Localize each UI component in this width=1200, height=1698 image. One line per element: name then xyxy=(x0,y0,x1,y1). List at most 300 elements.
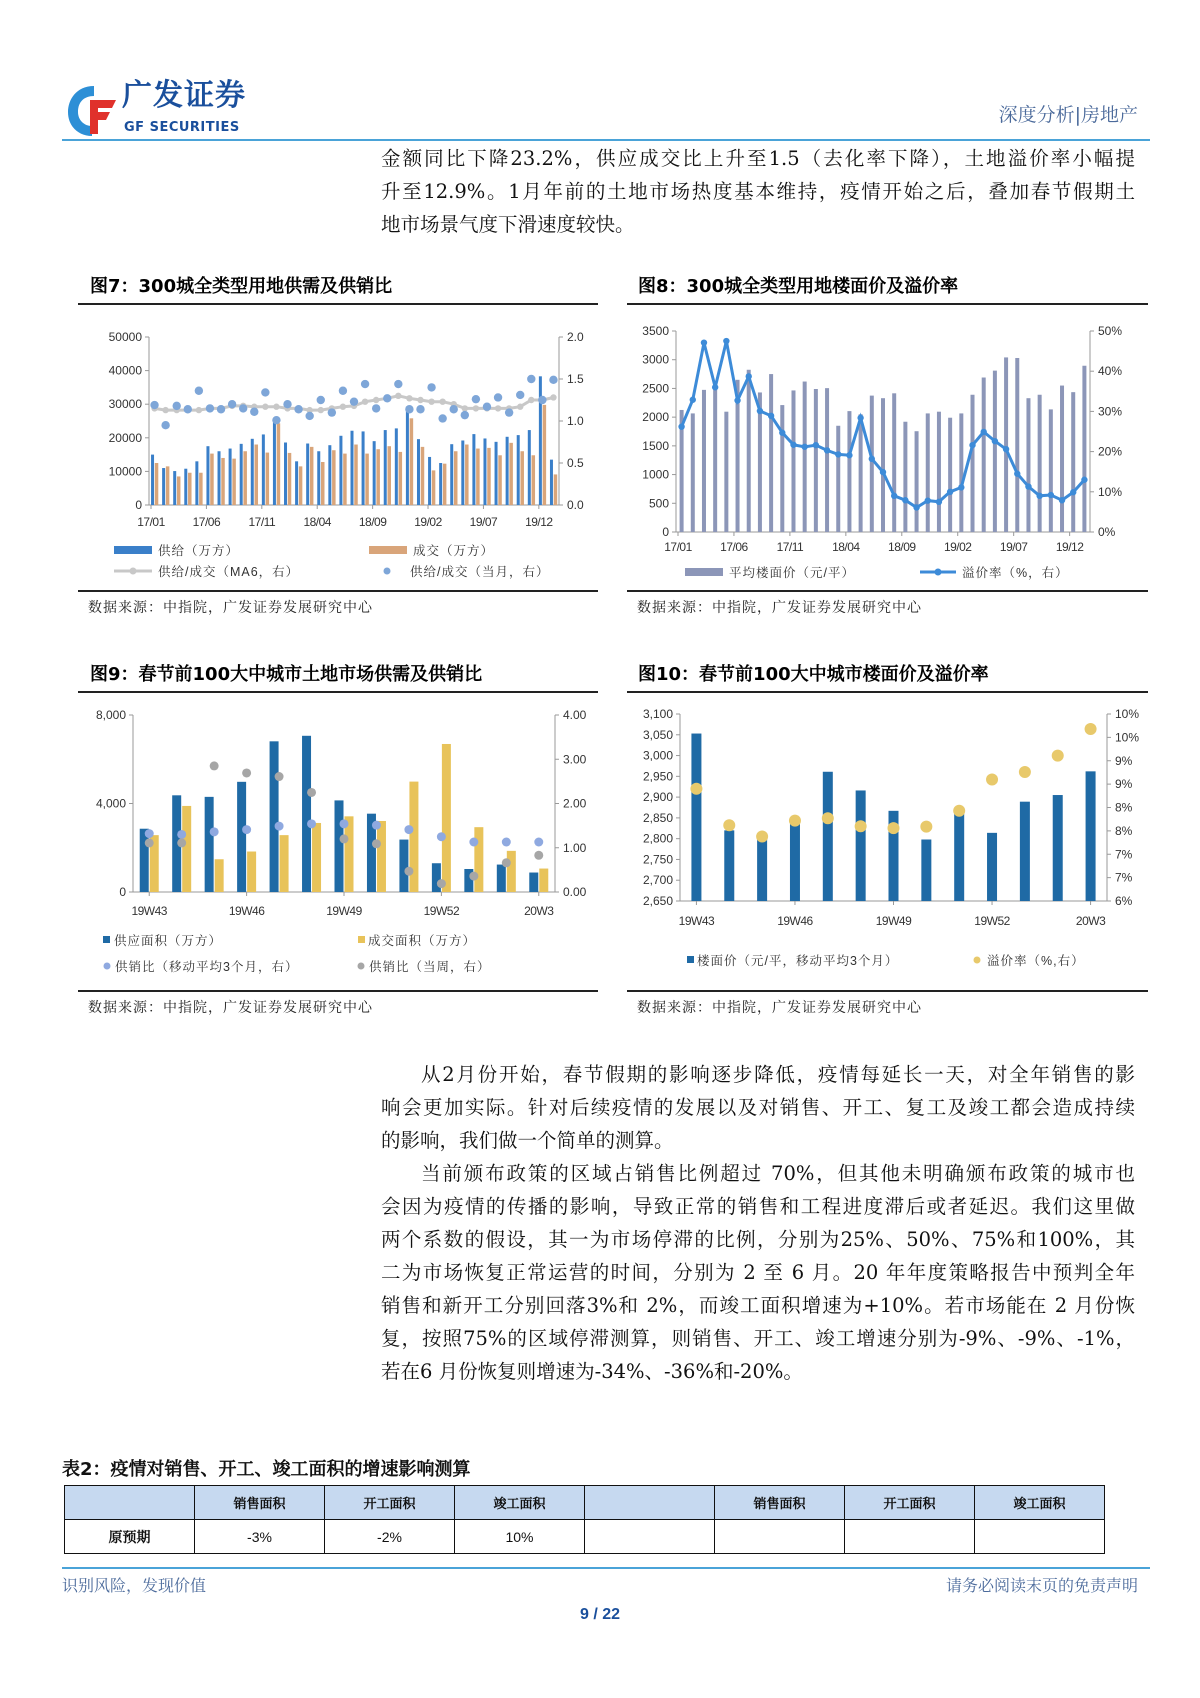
chart9-source: 数据来源：中指院，广发证券发展研究中心 xyxy=(88,1000,373,1016)
text-line: 响会更加实际。针对后续疫情的发展以及对销售、开工、复工及竣工都会造成持续 xyxy=(381,1096,1135,1119)
legend-label: 溢价率（%,右） xyxy=(987,954,1085,968)
data-point xyxy=(417,397,423,403)
bar xyxy=(747,370,751,532)
y-right-tick-label: 20% xyxy=(1098,444,1123,459)
chart9-title: 图9：春节前100大中城市土地市场供需及供销比 xyxy=(90,664,483,685)
y-left-tick-label: 50000 xyxy=(108,330,142,344)
data-point xyxy=(305,412,313,420)
data-point xyxy=(184,405,192,413)
data-point xyxy=(1019,766,1031,778)
chart8-bottom-rule xyxy=(627,590,1148,592)
data-point xyxy=(177,830,186,839)
bar xyxy=(255,445,259,505)
x-tick-label: 19W49 xyxy=(875,914,912,928)
data-point xyxy=(162,407,168,413)
disclaimer-link[interactable]: 请务必阅读末页的免责声明 xyxy=(945,1576,1138,1595)
table-cell: 10% xyxy=(455,1520,585,1554)
legend-swatch xyxy=(685,568,723,576)
bar xyxy=(206,446,209,505)
bar xyxy=(232,459,236,505)
bar xyxy=(299,466,303,505)
data-point xyxy=(1036,493,1042,499)
y-left-tick-label: 3,050 xyxy=(642,727,673,742)
bar xyxy=(332,450,336,505)
y-left-tick-label: 3,000 xyxy=(642,748,673,763)
data-point xyxy=(986,773,998,785)
data-point xyxy=(855,820,867,832)
bar xyxy=(218,451,221,505)
data-point xyxy=(835,451,841,457)
data-point xyxy=(913,504,919,510)
bar xyxy=(215,859,224,892)
x-tick-label: 19W49 xyxy=(326,904,362,918)
text-line: 销售和新开工分别回落3%和 2%，而竣工面积增速为+10%。若市场能在 2 月份恢 xyxy=(381,1294,1135,1317)
bar xyxy=(461,440,464,505)
legend-label: 溢价率（%，右） xyxy=(962,566,1069,580)
chart7-title: 图7：300城全类型用地供需及供销比 xyxy=(90,276,393,297)
data-point xyxy=(789,815,801,827)
y-right-tick-label: 4.00 xyxy=(563,708,587,722)
chart10-bottom-rule xyxy=(627,990,1148,992)
y-left-tick-label: 3,100 xyxy=(642,707,673,721)
data-point xyxy=(495,405,501,411)
bar xyxy=(454,451,458,505)
bar xyxy=(399,452,403,505)
data-point xyxy=(779,430,785,436)
legend-label: 成交（万方） xyxy=(413,544,495,558)
y-left-tick-label: 2,850 xyxy=(642,810,673,825)
bar xyxy=(1026,398,1030,532)
header-cell xyxy=(585,1486,715,1520)
data-point xyxy=(494,393,502,401)
data-point xyxy=(438,414,446,422)
bar xyxy=(483,438,486,505)
data-point xyxy=(953,805,965,817)
bar xyxy=(803,382,807,532)
bar xyxy=(1082,366,1086,532)
y-left-tick-label: 2,900 xyxy=(642,790,673,805)
header-cell: 开工面积 xyxy=(845,1486,975,1520)
bar xyxy=(509,443,513,505)
bar xyxy=(1086,771,1096,901)
bar xyxy=(162,468,165,505)
bar xyxy=(954,814,964,901)
data-point xyxy=(678,423,684,429)
bar xyxy=(497,865,506,892)
text-line: 若在6 月份恢复则增速为-34%、-36%和-20%。 xyxy=(381,1360,803,1383)
bar xyxy=(993,371,997,532)
x-tick-label: 17/11 xyxy=(248,515,276,529)
bar xyxy=(321,462,325,505)
legend-marker xyxy=(130,568,137,575)
bar xyxy=(1049,409,1053,532)
data-point xyxy=(307,788,316,797)
data-point xyxy=(891,493,897,499)
y-left-tick-label: 10000 xyxy=(108,464,142,479)
bar xyxy=(507,851,516,892)
footer-divider xyxy=(62,1567,1150,1569)
text-line: 当前颁布政策的区域占销售比例超过 70%，但其他未明确颁布政策的城市也 xyxy=(421,1162,1135,1185)
data-point xyxy=(712,384,718,390)
bar xyxy=(498,455,502,505)
x-tick-label: 17/06 xyxy=(192,515,221,529)
bar xyxy=(465,445,469,505)
data-point xyxy=(196,407,202,413)
data-point xyxy=(925,497,931,503)
data-point xyxy=(206,404,214,412)
legend-label: 楼面价（元/平，移动平均3个月） xyxy=(697,954,899,968)
bar xyxy=(262,434,265,505)
data-point xyxy=(801,444,807,450)
data-point xyxy=(394,380,402,388)
bar xyxy=(550,460,553,505)
legend-label: 成交面积（万方） xyxy=(368,934,477,948)
bar xyxy=(859,414,863,532)
x-tick-label: 17/01 xyxy=(664,540,692,554)
text-line: 的影响，我们做一个简单的测算。 xyxy=(381,1129,674,1152)
bar xyxy=(210,454,214,505)
bar xyxy=(814,389,818,532)
data-point xyxy=(250,408,258,416)
bar xyxy=(343,454,347,505)
y-left-tick-label: 0 xyxy=(135,498,142,512)
bar xyxy=(409,782,418,892)
x-tick-label: 17/01 xyxy=(137,515,165,529)
y-right-tick-label: 3.00 xyxy=(563,752,587,767)
y-right-tick-label: 9% xyxy=(1115,777,1133,792)
bar xyxy=(724,830,734,901)
data-point xyxy=(550,394,556,400)
y-right-tick-label: 1.00 xyxy=(563,840,587,855)
data-point xyxy=(888,822,900,834)
bar xyxy=(184,469,187,505)
y-left-tick-label: 2000 xyxy=(642,410,669,425)
bar xyxy=(173,471,176,505)
data-point xyxy=(483,403,491,411)
bar xyxy=(520,451,524,505)
data-point xyxy=(534,837,543,846)
legend-swatch xyxy=(369,546,407,554)
legend-marker xyxy=(358,963,365,970)
chart8-title: 图8：300城全类型用地楼面价及溢价率 xyxy=(638,276,959,297)
x-tick-label: 18/04 xyxy=(303,515,331,529)
bar xyxy=(243,451,247,505)
y-left-tick-label: 2500 xyxy=(642,381,669,396)
legend-swatch xyxy=(358,936,365,943)
data-point xyxy=(756,830,768,842)
bar xyxy=(221,458,225,505)
table-cell xyxy=(845,1520,975,1554)
x-tick-label: 19/12 xyxy=(525,515,553,529)
data-point xyxy=(242,768,251,777)
bar xyxy=(529,873,538,892)
bar xyxy=(421,447,425,505)
data-point xyxy=(502,858,511,867)
bar xyxy=(328,445,331,505)
data-point xyxy=(428,398,434,404)
chart9-bottom-rule xyxy=(78,990,598,992)
data-point xyxy=(294,405,302,413)
text-line: 二为市场恢复正常运营的时间，分别为 2 至 6 月。20 年年度策略报告中预判全年 xyxy=(381,1261,1135,1284)
bar xyxy=(177,476,181,505)
data-point xyxy=(538,396,546,404)
bar xyxy=(439,463,442,505)
data-point xyxy=(516,391,524,399)
data-point xyxy=(210,827,219,836)
bar xyxy=(903,422,907,532)
x-tick-label: 19W52 xyxy=(423,904,460,918)
bar xyxy=(335,800,344,892)
y-right-tick-label: 50% xyxy=(1098,324,1123,338)
data-point xyxy=(734,397,740,403)
bar xyxy=(825,388,829,532)
bar xyxy=(472,434,475,505)
y-left-tick-label: 0 xyxy=(119,885,126,899)
legend-marker xyxy=(384,568,391,575)
bar xyxy=(495,442,498,505)
bar xyxy=(937,412,941,532)
y-right-tick-label: 10% xyxy=(1115,730,1140,745)
chart10-title: 图10：春节前100大中城市楼面价及溢价率 xyxy=(638,664,989,685)
x-tick-label: 19/12 xyxy=(1055,540,1084,554)
y-left-tick-label: 1500 xyxy=(642,438,669,453)
x-tick-label: 19W43 xyxy=(131,904,167,918)
legend-label: 供销比（当周，右） xyxy=(369,960,491,974)
y-right-tick-label: 30% xyxy=(1098,404,1123,419)
bar xyxy=(691,413,695,532)
data-point xyxy=(261,388,269,396)
bar xyxy=(476,449,480,505)
data-point xyxy=(549,376,557,384)
data-point xyxy=(373,397,379,403)
x-tick-label: 18/04 xyxy=(832,540,860,554)
data-point xyxy=(404,867,413,876)
bar xyxy=(406,407,409,505)
y-left-tick-label: 20000 xyxy=(108,430,142,445)
data-point xyxy=(869,456,875,462)
header-cell: 销售面积 xyxy=(715,1486,845,1520)
bar xyxy=(823,772,833,901)
x-tick-label: 19W46 xyxy=(777,914,813,928)
bar xyxy=(517,435,520,505)
logo-text-en: GF SECURITIES xyxy=(124,120,240,135)
data-point xyxy=(981,429,987,435)
data-point xyxy=(317,396,325,404)
bar xyxy=(155,463,159,505)
bar xyxy=(284,443,287,505)
y-left-tick-label: 8,000 xyxy=(95,708,126,722)
bar xyxy=(377,821,386,892)
y-right-tick-label: 10% xyxy=(1115,707,1140,721)
data-point xyxy=(469,837,478,846)
text-line: 复，按照75%的区域停滞测算，则销售、开工、竣工增速分别为-9%、-9%、-1%， xyxy=(381,1327,1135,1350)
text-line: 金额同比下降23.2%，供应成交比上升至1.5（去化率下降），土地溢价率小幅提 xyxy=(381,147,1135,170)
text-line: 两个系数的假设，其一为市场停滞的比例，分别为25%、50%、75%和100%，其 xyxy=(381,1228,1135,1251)
legend-marker xyxy=(104,963,111,970)
data-point xyxy=(947,489,953,495)
bar xyxy=(1020,802,1030,901)
table-row xyxy=(65,1520,1105,1554)
legend-swatch xyxy=(687,956,694,963)
legend-swatch xyxy=(103,936,110,943)
y-left-tick-label: 2,650 xyxy=(642,894,673,908)
bar xyxy=(362,431,365,505)
header-cell: 竣工面积 xyxy=(975,1486,1105,1520)
data-point xyxy=(880,469,886,475)
logo-text-cn: 广发证券 xyxy=(122,78,246,113)
chart7-source: 数据来源：中指院，广发证券发展研究中心 xyxy=(88,600,373,616)
data-point xyxy=(1070,489,1076,495)
data-point xyxy=(757,408,763,414)
data-point xyxy=(790,442,796,448)
x-tick-label: 20W3 xyxy=(1075,914,1106,928)
data-point xyxy=(450,405,458,413)
bar xyxy=(229,449,232,505)
chart8-svg xyxy=(627,305,1148,591)
data-point xyxy=(195,387,203,395)
page-number: 9 / 22 xyxy=(579,1606,621,1623)
x-tick-label: 19W52 xyxy=(974,914,1010,928)
chart9-svg xyxy=(78,693,598,990)
data-point xyxy=(701,339,707,345)
data-point xyxy=(1081,477,1087,483)
bar xyxy=(724,412,728,532)
bar xyxy=(769,374,773,532)
data-point xyxy=(437,879,446,888)
bar xyxy=(140,829,149,892)
bar xyxy=(199,473,203,505)
data-point xyxy=(461,411,469,419)
data-point xyxy=(406,395,412,401)
x-tick-label: 19W46 xyxy=(228,904,265,918)
bar xyxy=(273,421,276,505)
legend-label: 供销比（移动平均3个月，右） xyxy=(115,960,299,974)
bar xyxy=(295,461,298,505)
bar xyxy=(443,464,447,505)
data-point xyxy=(824,447,830,453)
data-point xyxy=(746,373,752,379)
chart10-svg xyxy=(627,693,1148,990)
header-cell: 竣工面积 xyxy=(455,1486,585,1520)
data-point xyxy=(272,416,280,424)
logo xyxy=(64,82,120,142)
x-tick-label: 17/06 xyxy=(720,540,748,554)
data-point xyxy=(992,438,998,444)
bar xyxy=(702,390,706,532)
bar xyxy=(780,405,784,532)
data-point xyxy=(262,404,268,410)
data-point xyxy=(340,819,349,828)
legend-label: 平均楼面价（元/平） xyxy=(729,566,855,580)
y-left-tick-label: 2,950 xyxy=(642,769,673,784)
body-paragraph-1 xyxy=(381,1058,1135,1157)
data-point xyxy=(902,497,908,503)
bar xyxy=(384,430,387,505)
bar xyxy=(506,437,509,505)
bar xyxy=(554,474,558,505)
y-left-tick-label: 30000 xyxy=(108,397,142,412)
data-point xyxy=(469,872,478,881)
chart7-svg xyxy=(78,305,598,591)
y-left-tick-label: 3500 xyxy=(642,324,669,338)
y-right-tick-label: 8% xyxy=(1115,823,1133,838)
bar xyxy=(428,457,431,505)
data-point xyxy=(439,398,445,404)
data-point xyxy=(723,819,735,831)
data-point xyxy=(857,415,863,421)
bar xyxy=(1053,795,1063,901)
data-point xyxy=(242,825,251,834)
header-divider xyxy=(62,139,1150,141)
data-point xyxy=(217,405,225,413)
data-point xyxy=(534,851,543,860)
chart10-source: 数据来源：中指院，广发证券发展研究中心 xyxy=(637,1000,922,1016)
y-left-tick-label: 1000 xyxy=(642,467,669,482)
x-tick-label: 17/11 xyxy=(776,540,804,554)
impact-table xyxy=(64,1485,1105,1554)
bar xyxy=(791,390,795,532)
data-point xyxy=(723,338,729,344)
bar xyxy=(442,744,451,892)
table-cell xyxy=(715,1520,845,1554)
bar xyxy=(450,444,453,505)
bar xyxy=(790,824,800,901)
data-point xyxy=(404,825,413,834)
y-left-tick-label: 4,000 xyxy=(95,796,126,811)
chart8-source: 数据来源：中指院，广发证券发展研究中心 xyxy=(637,600,922,616)
bar xyxy=(310,447,314,505)
bar xyxy=(387,446,391,505)
legend-swatch xyxy=(114,546,152,554)
data-point xyxy=(273,404,279,410)
data-point xyxy=(472,395,480,403)
table-cell xyxy=(975,1520,1105,1554)
data-point xyxy=(920,821,932,833)
data-point xyxy=(936,499,942,505)
y-right-tick-label: 2.0 xyxy=(567,330,584,344)
bar xyxy=(399,840,408,892)
row-header-cell: 原预期 xyxy=(65,1520,195,1554)
bar xyxy=(166,466,170,505)
bar xyxy=(288,453,292,505)
bar xyxy=(921,839,931,901)
data-point xyxy=(502,837,511,846)
y-right-tick-label: 9% xyxy=(1115,753,1133,768)
data-point xyxy=(318,407,324,413)
bar xyxy=(892,393,896,532)
data-point xyxy=(473,405,479,411)
data-point xyxy=(437,832,446,841)
data-point xyxy=(690,783,702,795)
data-point xyxy=(307,819,316,828)
x-tick-label: 19/02 xyxy=(414,515,442,529)
bar xyxy=(188,473,192,505)
data-point xyxy=(328,408,336,416)
y-right-tick-label: 0% xyxy=(1098,525,1116,539)
data-point xyxy=(1014,471,1020,477)
bar xyxy=(376,449,380,505)
bar xyxy=(926,413,930,532)
text-line: 从2月份开始，春节假期的影响逐步降低，疫情每延长一天，对全年销售的影 xyxy=(421,1063,1135,1086)
data-point xyxy=(768,413,774,419)
text-line: 地市场景气度下滑速度较快。 xyxy=(381,213,635,236)
y-right-tick-label: 8% xyxy=(1115,800,1133,815)
y-right-tick-label: 10% xyxy=(1098,484,1123,499)
table-cell xyxy=(585,1520,715,1554)
data-point xyxy=(228,400,236,408)
bar xyxy=(280,835,289,892)
x-tick-label: 19/02 xyxy=(943,540,972,554)
